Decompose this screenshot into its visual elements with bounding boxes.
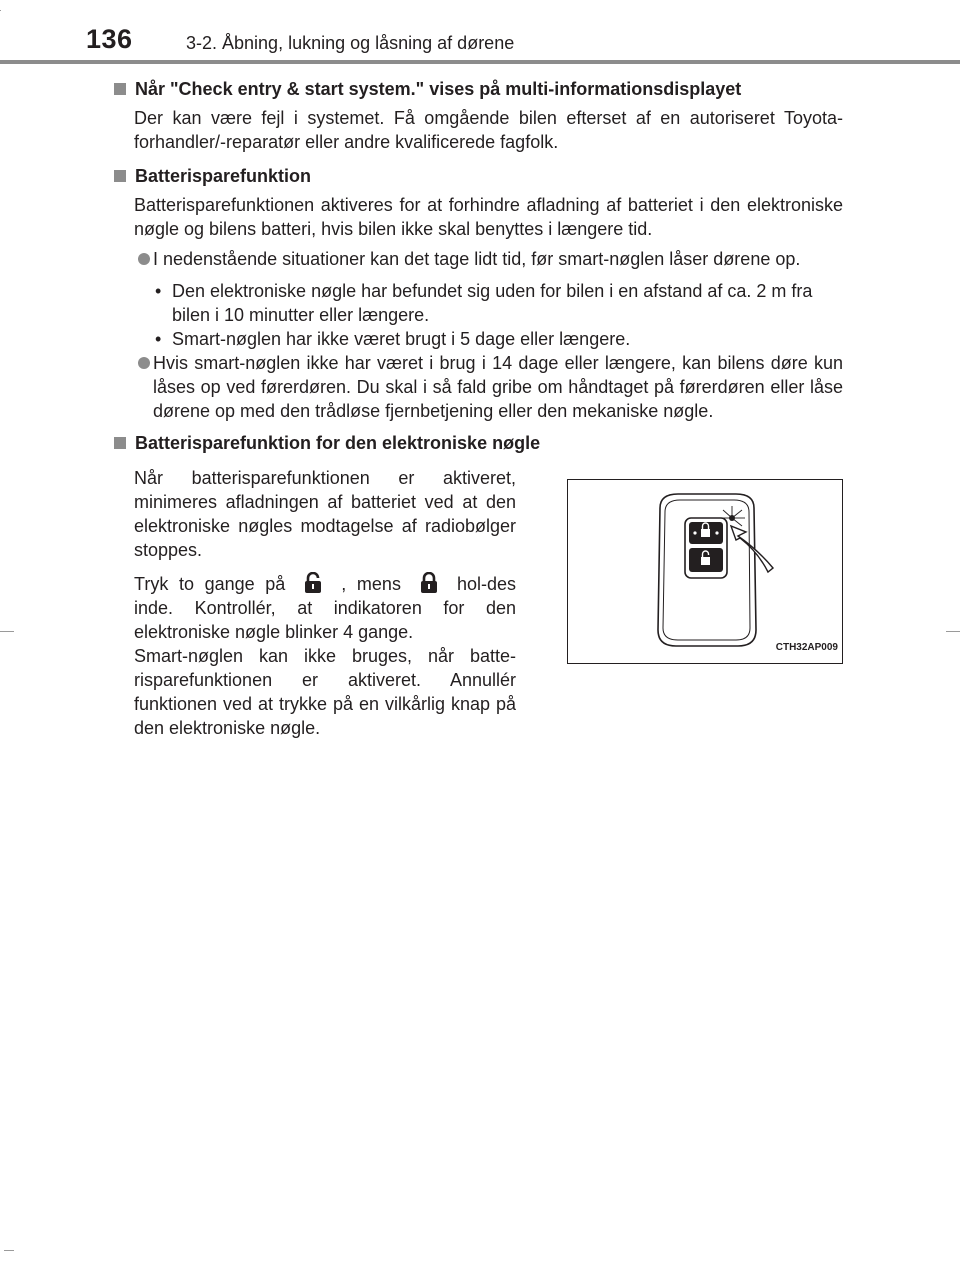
crop-mark-right (946, 631, 960, 632)
left-column (113, 460, 516, 750)
list-item-text: Hvis smart-nøglen ikke har været i brug i 14 dage eller længere, kan bilens døre kun låses op ved førerdøren. Du skal i så fald gribe om håndtaget på førerdøren eller låse dørene op med den trådløse fjernbetjening eller den mekaniske nøgle. (153, 353, 843, 421)
heading-text: Batterisparefunktion for den elektroniske nøgle (135, 433, 541, 453)
paragraph: Batterisparefunktionen aktiveres for at forhindre afladning af batteriet i den elektroniske nøgle og bilens batteri, hvis bilen ikke skal benyttes i længere tid. (134, 195, 843, 239)
key-illustration (567, 479, 843, 664)
heading-text: Batterisparefunktion (135, 166, 312, 186)
dot-bullet-icon: • (155, 281, 162, 301)
section-heading (113, 164, 843, 188)
square-bullet-icon (114, 437, 126, 449)
circle-bullet-icon (138, 357, 150, 369)
sub-item-text: Den elektroniske nøgle har befundet sig uden for bilen i en afstand af ca. 2 m fra bilen i 10 minutter eller længere. (172, 281, 813, 325)
sub-list-item (113, 279, 843, 327)
dot-bullet-icon: • (155, 329, 162, 349)
sub-item-text: Smart-nøglen har ikke været brugt i 5 dage eller længere. (172, 329, 631, 349)
chapter-title: 3-2. Åbning, lukning og låsning af dørene (186, 33, 515, 53)
square-bullet-icon (114, 83, 126, 95)
list-item (113, 247, 843, 271)
crop-mark-left (0, 631, 14, 632)
sub-list-item (113, 327, 843, 351)
circle-bullet-icon (138, 253, 150, 265)
section-heading (113, 431, 843, 455)
page-content (113, 77, 843, 750)
figure-code: CTH32AP009 (775, 642, 838, 653)
square-bullet-icon (114, 170, 126, 182)
page-number: 136 (86, 24, 133, 54)
crop-mark-bottom-left (4, 1250, 14, 1251)
list-item-text: I nedenstående situationer kan det tage lidt tid, før smart-nøglen låser dørene op. (153, 249, 801, 269)
list-item (113, 351, 843, 423)
paragraph: Tryk to gange på , mens hol-des inde. Kontrollér, at indikatoren for den elektroniske nøgle blinker 4 gange. (134, 574, 516, 642)
header-rule (0, 60, 960, 64)
paragraph: Der kan være fejl i systemet. Få omgående bilen efterset af en autoriseret Toyota-forhandler/-reparatør eller andre kvalificerede fagfolk. (134, 108, 843, 152)
unlock-icon (303, 572, 323, 592)
heading-text: Når "Check entry & start system." vises på multi-informationsdisplayet (135, 79, 742, 99)
two-column-block (113, 460, 843, 750)
lock-icon (419, 572, 439, 592)
section-heading (113, 77, 843, 101)
paragraph: Smart-nøglen kan ikke bruges, når batte-risparefunktionen er aktiveret. Annullér funktionen ved at trykke på en vilkårlig knap på den elektroniske nøgle. (134, 646, 516, 738)
paragraph: Når batterisparefunktionen er aktiveret, minimeres afladningen af batteriet ved at den elektroniske nøgles modtagelse af radiobølger stoppes. (134, 468, 516, 560)
crop-mark-top-left (0, 10, 1, 11)
